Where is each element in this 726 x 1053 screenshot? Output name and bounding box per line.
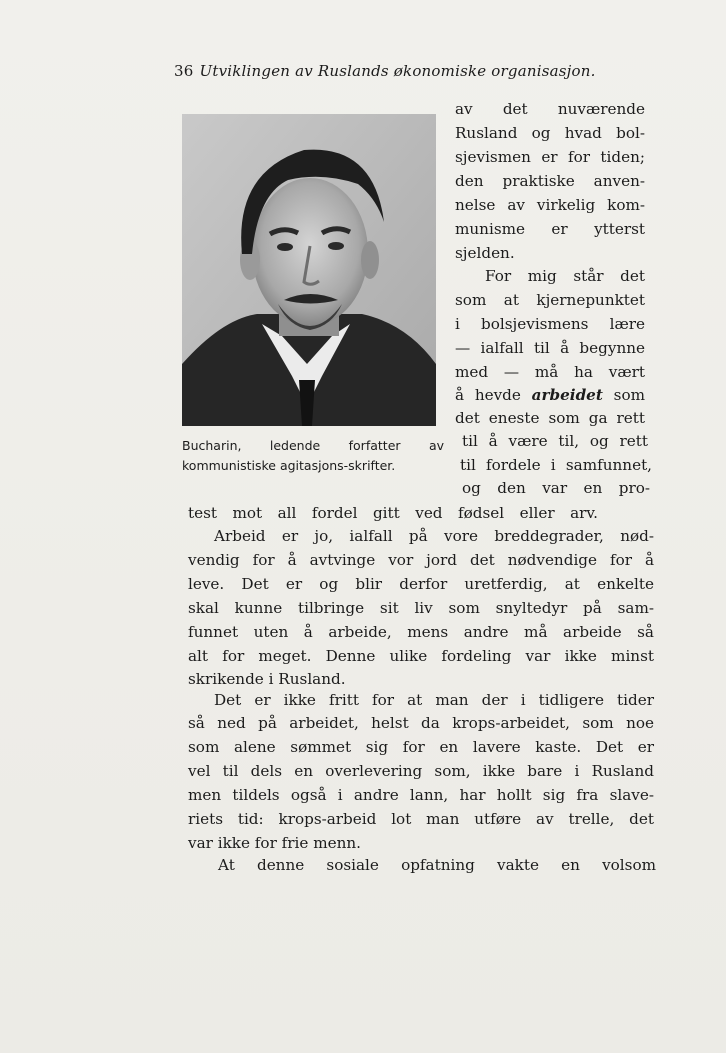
text-line: det eneste som ga rett (455, 409, 645, 427)
text-line: til fordele i samfunnet, (460, 456, 652, 474)
text-line: i bolsjevismens lære (455, 315, 645, 333)
text-line: funnet uten å arbeide, mens andre må arbeide så (188, 623, 654, 641)
text-line: — ialfall til å begynne (455, 339, 645, 357)
text-line: men tildels også i andre lann, har hollt sig fra slave- (188, 786, 654, 804)
text-line: av det nuværende (455, 100, 645, 118)
text-line: munisme er ytterst (455, 220, 645, 238)
photo-caption (182, 436, 444, 476)
caption-line: Bucharin, ledende forfatter av (182, 438, 444, 453)
text-line: Arbeid er jo, ialfall på vore breddegrader, nød- (214, 527, 654, 545)
text-line: Rusland og hvad bol- (455, 124, 645, 142)
text-line: sjevismen er for tiden; (455, 148, 645, 166)
text-line: med — må ha vært (455, 363, 645, 381)
text-line: vel til dels en overlevering som, ikke bare i Rusland (188, 762, 654, 780)
text-line: til å være til, og rett (462, 432, 648, 450)
text-fragment: å hevde (455, 386, 532, 404)
portrait-photo (182, 114, 436, 426)
text-line: som at kjernepunktet (455, 291, 645, 309)
running-header (174, 62, 596, 80)
text-line: alt for meget. Denne ulike fordeling var ikke minst (188, 647, 654, 665)
emphasized-word: arbeidet (531, 386, 603, 404)
running-title: Utviklingen av Ruslands økonomiske organisasjon. (199, 62, 596, 80)
text-line-emphasis (455, 383, 645, 407)
text-line: nelse av virkelig kom- (455, 196, 645, 214)
text-line: var ikke for frie menn. (188, 834, 361, 852)
text-fragment: som (602, 386, 645, 404)
text-line: Det er ikke fritt for at man der i tidligere tider (214, 691, 654, 709)
text-line: som alene sømmet sig for en lavere kaste. Det er (188, 738, 654, 756)
text-line: leve. Det er og blir derfor uretferdig, at enkelte (188, 575, 654, 593)
text-line: sjelden. (455, 244, 515, 262)
text-line: vendig for å avtvinge vor jord det nødvendige for å (188, 551, 654, 569)
text-line: At denne sosiale opfatning vakte en volsom (218, 856, 656, 874)
text-line: skal kunne tilbringe sit liv som snyltedyr på sam- (188, 599, 654, 617)
page-number: 36 (174, 62, 194, 80)
text-line: For mig står det (485, 267, 645, 285)
portrait-image (182, 114, 436, 426)
text-line: skrikende i Rusland. (188, 670, 346, 688)
text-line: så ned på arbeidet, helst da krops-arbeidet, som noe (188, 714, 654, 732)
caption-line: kommunistiske agitasjons-skrifter. (182, 458, 396, 473)
text-line: riets tid: krops-arbeid lot man utføre av trelle, det (188, 810, 654, 828)
text-line: test mot all fordel gitt ved fødsel eller arv. (188, 504, 598, 522)
text-line: den praktiske anven- (455, 172, 645, 190)
text-line: og den var en pro- (462, 479, 650, 497)
